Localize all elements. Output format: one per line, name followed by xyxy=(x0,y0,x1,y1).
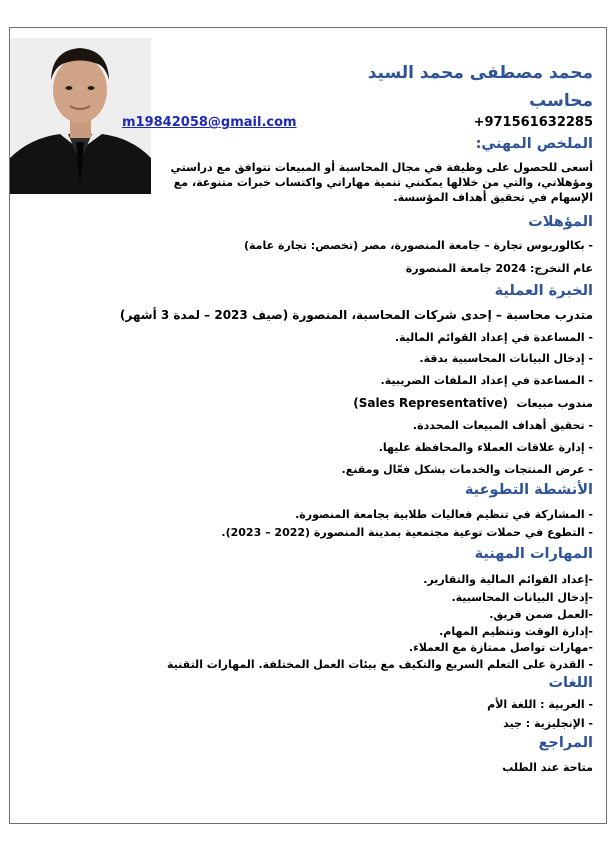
list-item: -إدارة الوقت وتنظيم المهام. xyxy=(439,625,593,638)
list-item: -مهارات تواصل ممتازة مع العملاء. xyxy=(408,641,593,654)
list-item: - عرض المنتجات والخدمات بشكل فعّال ومقنع. xyxy=(341,463,593,476)
skills-heading: المهارات المهنية xyxy=(474,546,593,562)
summary-text: أسعى للحصول على وظيفة في مجال المحاسبة أو المبيعات تتوافق مع دراستي ومؤهلاتي، والتي من خلالها يمكنني تنمية مهاراتي واكتساب خبرات متنوعة، مع الإسهام في تحقيق أهداف المؤسسة. xyxy=(170,161,593,204)
languages-heading: اللغات xyxy=(548,675,593,691)
list-item: - المشاركة في تنظيم فعاليات طلابية بجامعة المنصورة. xyxy=(295,508,593,521)
list-item: -العمل ضمن فريق. xyxy=(489,608,593,621)
person-name: محمد مصطفى محمد السيد xyxy=(367,63,593,83)
email-link[interactable]: m19842058@gmail.com xyxy=(122,115,297,130)
list-item: - التطوع في حملات توعية مجتمعية بمدينة المنصورة (2022 – 2023). xyxy=(221,526,593,539)
list-item: - الإنجليزية : جيد xyxy=(503,717,593,730)
list-item: - إدخال البيانات المحاسبية بدقة. xyxy=(419,352,593,365)
volunteer-heading: الأنشطة التطوعية xyxy=(464,482,593,498)
list-item: - المساعدة في إعداد القوائم المالية. xyxy=(394,331,593,344)
list-item: - العربية : اللغة الأم xyxy=(487,698,593,711)
cv-page xyxy=(9,27,607,824)
qualifications-heading: المؤهلات xyxy=(528,214,593,230)
list-item: -إعداد القوائم المالية والتقارير. xyxy=(423,573,593,586)
references-heading: المراجع xyxy=(538,735,593,751)
degree-text: - بكالوريوس تجارة – جامعة المنصورة، مصر (تخصص: تجارة عامة) xyxy=(243,239,593,252)
phone-number: +971561632285 xyxy=(473,115,593,130)
references-text: متاحة عند الطلب xyxy=(502,761,593,774)
list-item: - تحقيق أهداف المبيعات المحددة. xyxy=(412,419,593,432)
list-item: - المساعدة في إعداد الملفات الضريبية. xyxy=(380,374,593,387)
job2-title-en: (Sales Representative) xyxy=(353,396,508,410)
list-item: - القدرة على التعلم السريع والتكيف مع بيئات العمل المختلفة. المهارات التقنية xyxy=(167,658,593,671)
graduation-text: عام التخرج: 2024 جامعة المنصورة xyxy=(405,262,593,275)
job1-title: متدرب محاسبة – إحدى شركات المحاسبة، المنصورة (صيف 2023 – لمدة 3 أشهر) xyxy=(119,308,593,322)
experience-heading: الخبرة العملية xyxy=(494,283,593,299)
list-item: - إدارة علاقات العملاء والمحافظة عليها. xyxy=(378,441,593,454)
job2-title-ar: مندوب مبيعات xyxy=(516,397,593,410)
summary-heading: الملخص المهني: xyxy=(475,136,593,152)
job-title: محاسب xyxy=(529,91,593,111)
list-item: -إدخال البيانات المحاسبية. xyxy=(451,591,593,604)
